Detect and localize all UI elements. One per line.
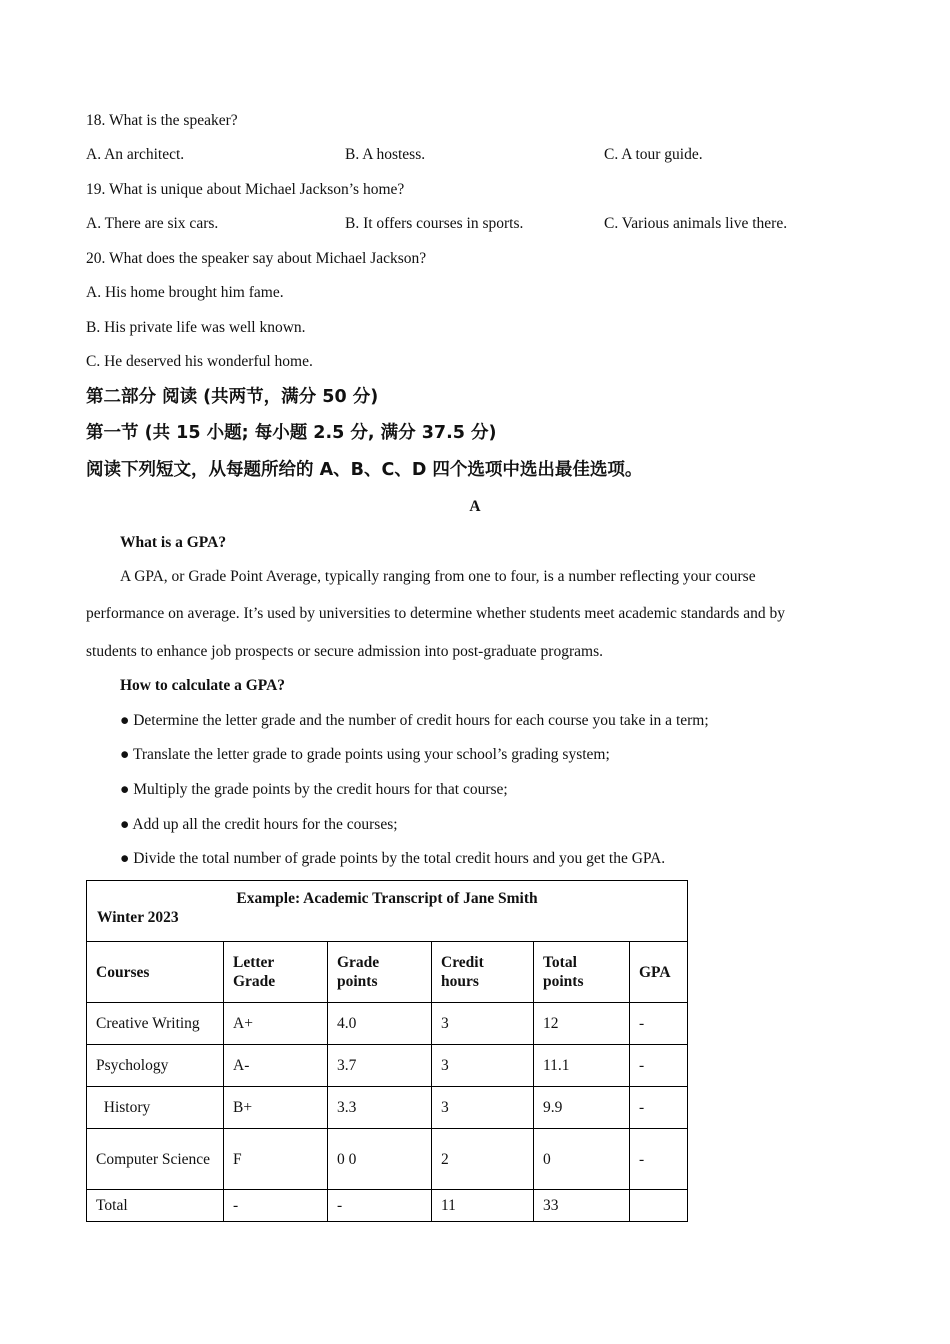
paragraph-line: students to enhance job prospects or secure admission into post-graduate programs. [86, 643, 603, 660]
cell-gpa: - [630, 1045, 688, 1087]
question-20-option-b: B. His private life was well known. [86, 319, 306, 336]
header-total-points: Total points [534, 942, 630, 1003]
table-title: Example: Academic Transcript of Jane Smith [236, 890, 538, 907]
instructions: 阅读下列短文，从每题所给的 A、B、C、D 四个选项中选出最佳选项。 [86, 460, 643, 480]
paragraph-line: performance on average. It’s used by universities to determine whether students meet academic standards and by [86, 605, 785, 622]
header-letter-grade: Letter Grade [224, 942, 328, 1003]
cell-credit-hours: 2 [432, 1129, 534, 1190]
cell-grade-points: 3.7 [328, 1045, 432, 1087]
cell-total-points: 33 [534, 1190, 630, 1222]
cell-course: History [87, 1087, 224, 1129]
heading-what-is-gpa: What is a GPA? [120, 534, 227, 551]
cell-grade-points: - [328, 1190, 432, 1222]
cell-gpa [630, 1190, 688, 1222]
cell-course: Psychology [87, 1045, 224, 1087]
cell-credit-hours: 3 [432, 1045, 534, 1087]
cell-letter-grade: A+ [224, 1003, 328, 1045]
cell-total-points: 9.9 [534, 1087, 630, 1129]
header-gpa: GPA [630, 942, 688, 1003]
cell-gpa: - [630, 1003, 688, 1045]
bullet-item: ● Add up all the credit hours for the courses; [120, 816, 398, 833]
table-row [87, 1003, 688, 1045]
table-caption-cell [87, 881, 688, 942]
cell-course: Total [87, 1190, 224, 1222]
cell-course: Creative Writing [87, 1003, 224, 1045]
transcript-table [86, 880, 688, 1222]
question-19-stem: 19. What is unique about Michael Jackson’s home? [86, 181, 405, 198]
question-18-option-a: A. An architect. [86, 146, 185, 163]
cell-letter-grade: A- [224, 1045, 328, 1087]
cell-grade-points: 4.0 [328, 1003, 432, 1045]
cell-letter-grade: - [224, 1190, 328, 1222]
cell-credit-hours: 3 [432, 1087, 534, 1129]
table-term: Winter 2023 [97, 909, 179, 926]
table-caption-row [87, 881, 688, 942]
cell-total-points: 0 [534, 1129, 630, 1190]
table-row [87, 1045, 688, 1087]
cell-letter-grade: B+ [224, 1087, 328, 1129]
passage-label: A [469, 498, 481, 515]
heading-how-to-calculate: How to calculate a GPA? [120, 677, 286, 694]
subsection-title: 第一节 (共 15 小题; 每小题 2.5 分, 满分 37.5 分) [86, 423, 497, 443]
question-20-option-c: C. He deserved his wonderful home. [86, 353, 313, 370]
table-header-row [87, 942, 688, 1003]
table-row [87, 1129, 688, 1190]
question-18-stem: 18. What is the speaker? [86, 112, 238, 129]
question-19-option-c: C. Various animals live there. [604, 215, 788, 232]
header-credit-hours: Credit hours [432, 942, 534, 1003]
cell-credit-hours: 3 [432, 1003, 534, 1045]
header-courses: Courses [87, 942, 224, 1003]
bullet-item: ● Divide the total number of grade points by the total credit hours and you get the GPA. [120, 850, 666, 867]
question-19-option-a: A. There are six cars. [86, 215, 219, 232]
cell-grade-points: 3.3 [328, 1087, 432, 1129]
bullet-item: ● Multiply the grade points by the credit hours for that course; [120, 781, 508, 798]
bullet-item: ● Translate the letter grade to grade points using your school’s grading system; [120, 746, 610, 763]
table-total-row [87, 1190, 688, 1222]
cell-total-points: 12 [534, 1003, 630, 1045]
question-18-option-c: C. A tour guide. [604, 146, 703, 163]
cell-gpa: - [630, 1129, 688, 1190]
question-18-option-b: B. A hostess. [345, 146, 426, 163]
part-title: 第二部分 阅读 (共两节，满分 50 分) [86, 387, 379, 407]
cell-gpa: - [630, 1087, 688, 1129]
question-20-stem: 20. What does the speaker say about Michael Jackson? [86, 250, 427, 267]
question-19-option-b: B. It offers courses in sports. [345, 215, 524, 232]
paragraph-line: A GPA, or Grade Point Average, typically ranging from one to four, is a number reflecting your course [120, 568, 756, 585]
cell-letter-grade: F [224, 1129, 328, 1190]
cell-total-points: 11.1 [534, 1045, 630, 1087]
cell-course: Computer Science [87, 1129, 224, 1190]
table-row [87, 1087, 688, 1129]
header-grade-points: Grade points [328, 942, 432, 1003]
cell-grade-points: 0 0 [328, 1129, 432, 1190]
bullet-item: ● Determine the letter grade and the number of credit hours for each course you take in a term; [120, 712, 709, 729]
cell-credit-hours: 11 [432, 1190, 534, 1222]
question-20-option-a: A. His home brought him fame. [86, 284, 284, 301]
